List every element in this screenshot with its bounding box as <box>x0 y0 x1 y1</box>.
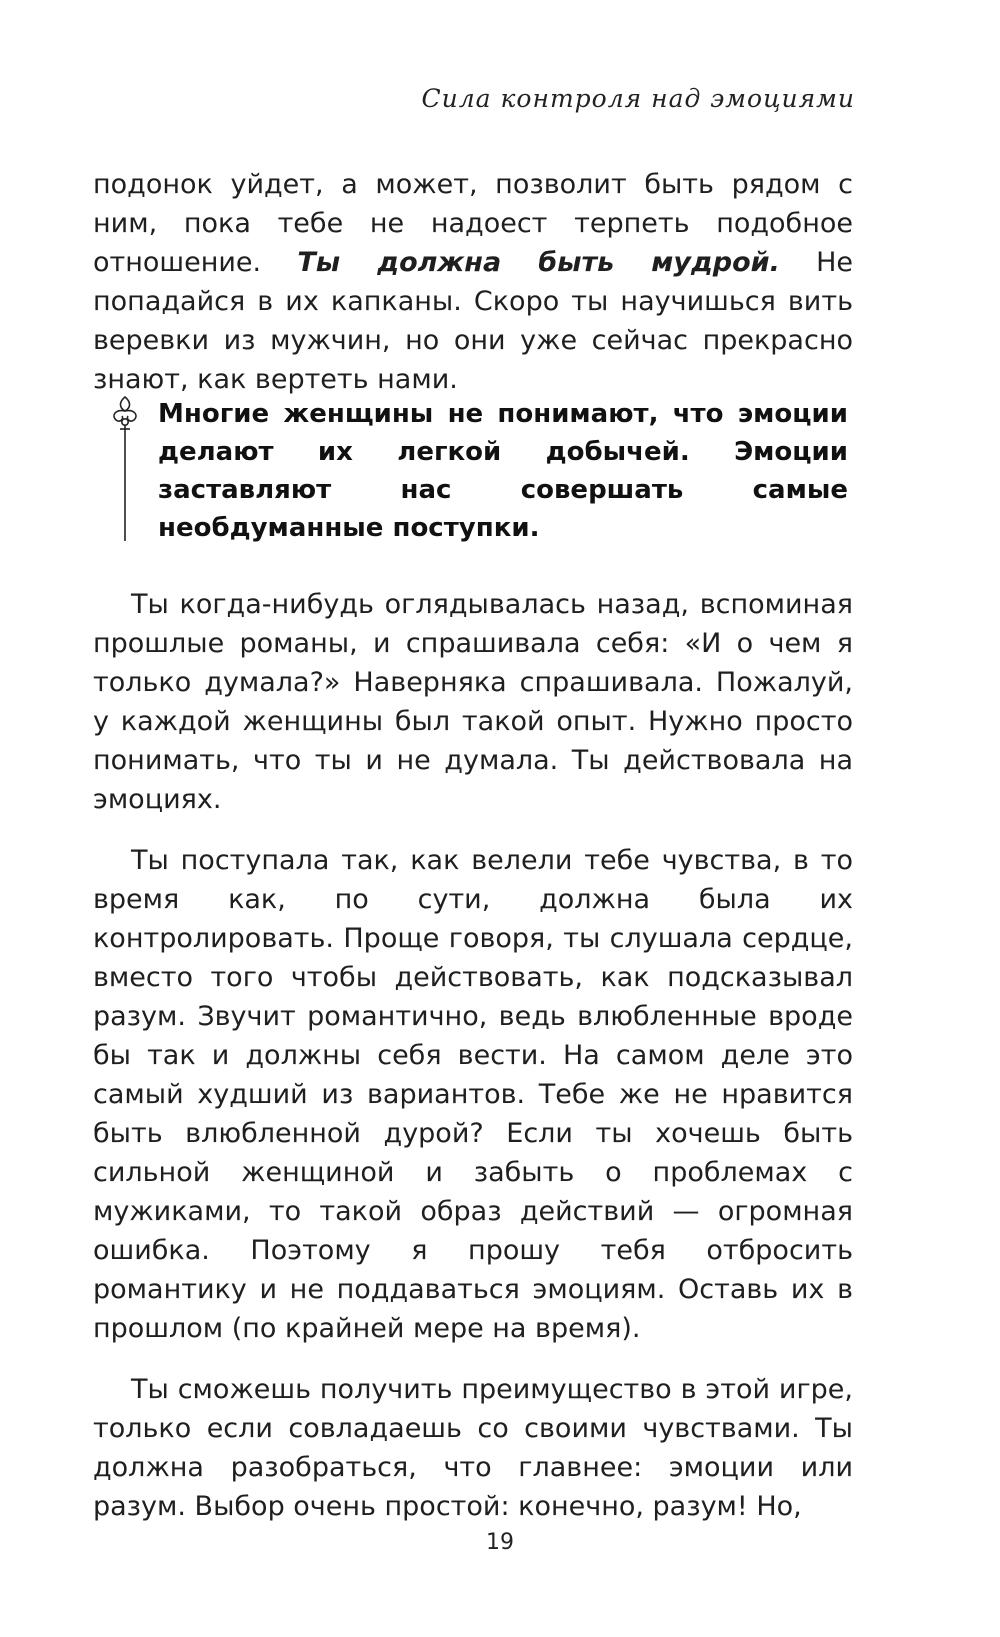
text-block-main <box>93 585 853 1548</box>
bold-emphasis: Ты должна быть мудрой. <box>297 247 780 278</box>
fleur-ornament-icon <box>108 395 142 545</box>
paragraph-continuation <box>93 165 853 399</box>
paragraph: Ты сможешь получить преимущество в этой игре, только если совладаешь со своими чувствами. Ты должна разобраться, что главнее: эмоции или разум. Выбор очень простой: конечно, разум! Но, <box>93 1374 853 1522</box>
paragraph: Ты когда-нибудь оглядывалась назад, вспоминая прошлые романы, и спрашивала себя: «И о чем я только думала?» Наверняка спрашивала. Пожалуй, у каждой женщины был такой опыт. Нужно просто понимать, что ты и не думала. Ты действовала на эмоциях. <box>93 589 853 815</box>
paragraph-text: подонок уйдет, а может, позволит быть рядом с ним, пока тебе не надоест терпеть подобное отношение. <box>93 169 853 278</box>
text-block-top <box>93 165 853 421</box>
paragraph: Ты поступала так, как велели тебе чувства, в то время как, по сути, должна была их контролировать. Проще говоря, ты слушала сердце, вместо того чтобы действовать, как подсказывал разум. Звучит романтично, ведь влюбленные вроде бы так и должны себя вести. На самом деле это самый худший из вариантов. Тебе же не нравится быть влюбленной дурой? Если ты хочешь быть сильной женщиной и забыть о проблемах с мужиками, то такой образ действий — огромная ошибка. Поэтому я прошу тебя отбросить романтику и не поддаваться эмоциям. Оставь их в прошлом (по крайней мере на время). <box>93 845 853 1344</box>
paragraph-text: Не попадайся в их капканы. Скоро ты научишься вить веревки из мужчин, но они уже сейчас прекрасно знают, как вертеть нами. <box>93 247 853 395</box>
callout-text: Многие женщины не понимают, что эмоции делают их легкой добычей. Эмоции заставляют нас совершать самые необдуманные поступки. <box>158 399 848 543</box>
page-number: 19 <box>486 1530 514 1555</box>
running-header: Сила контроля над эмоциями <box>421 84 855 113</box>
callout-box <box>108 395 853 555</box>
